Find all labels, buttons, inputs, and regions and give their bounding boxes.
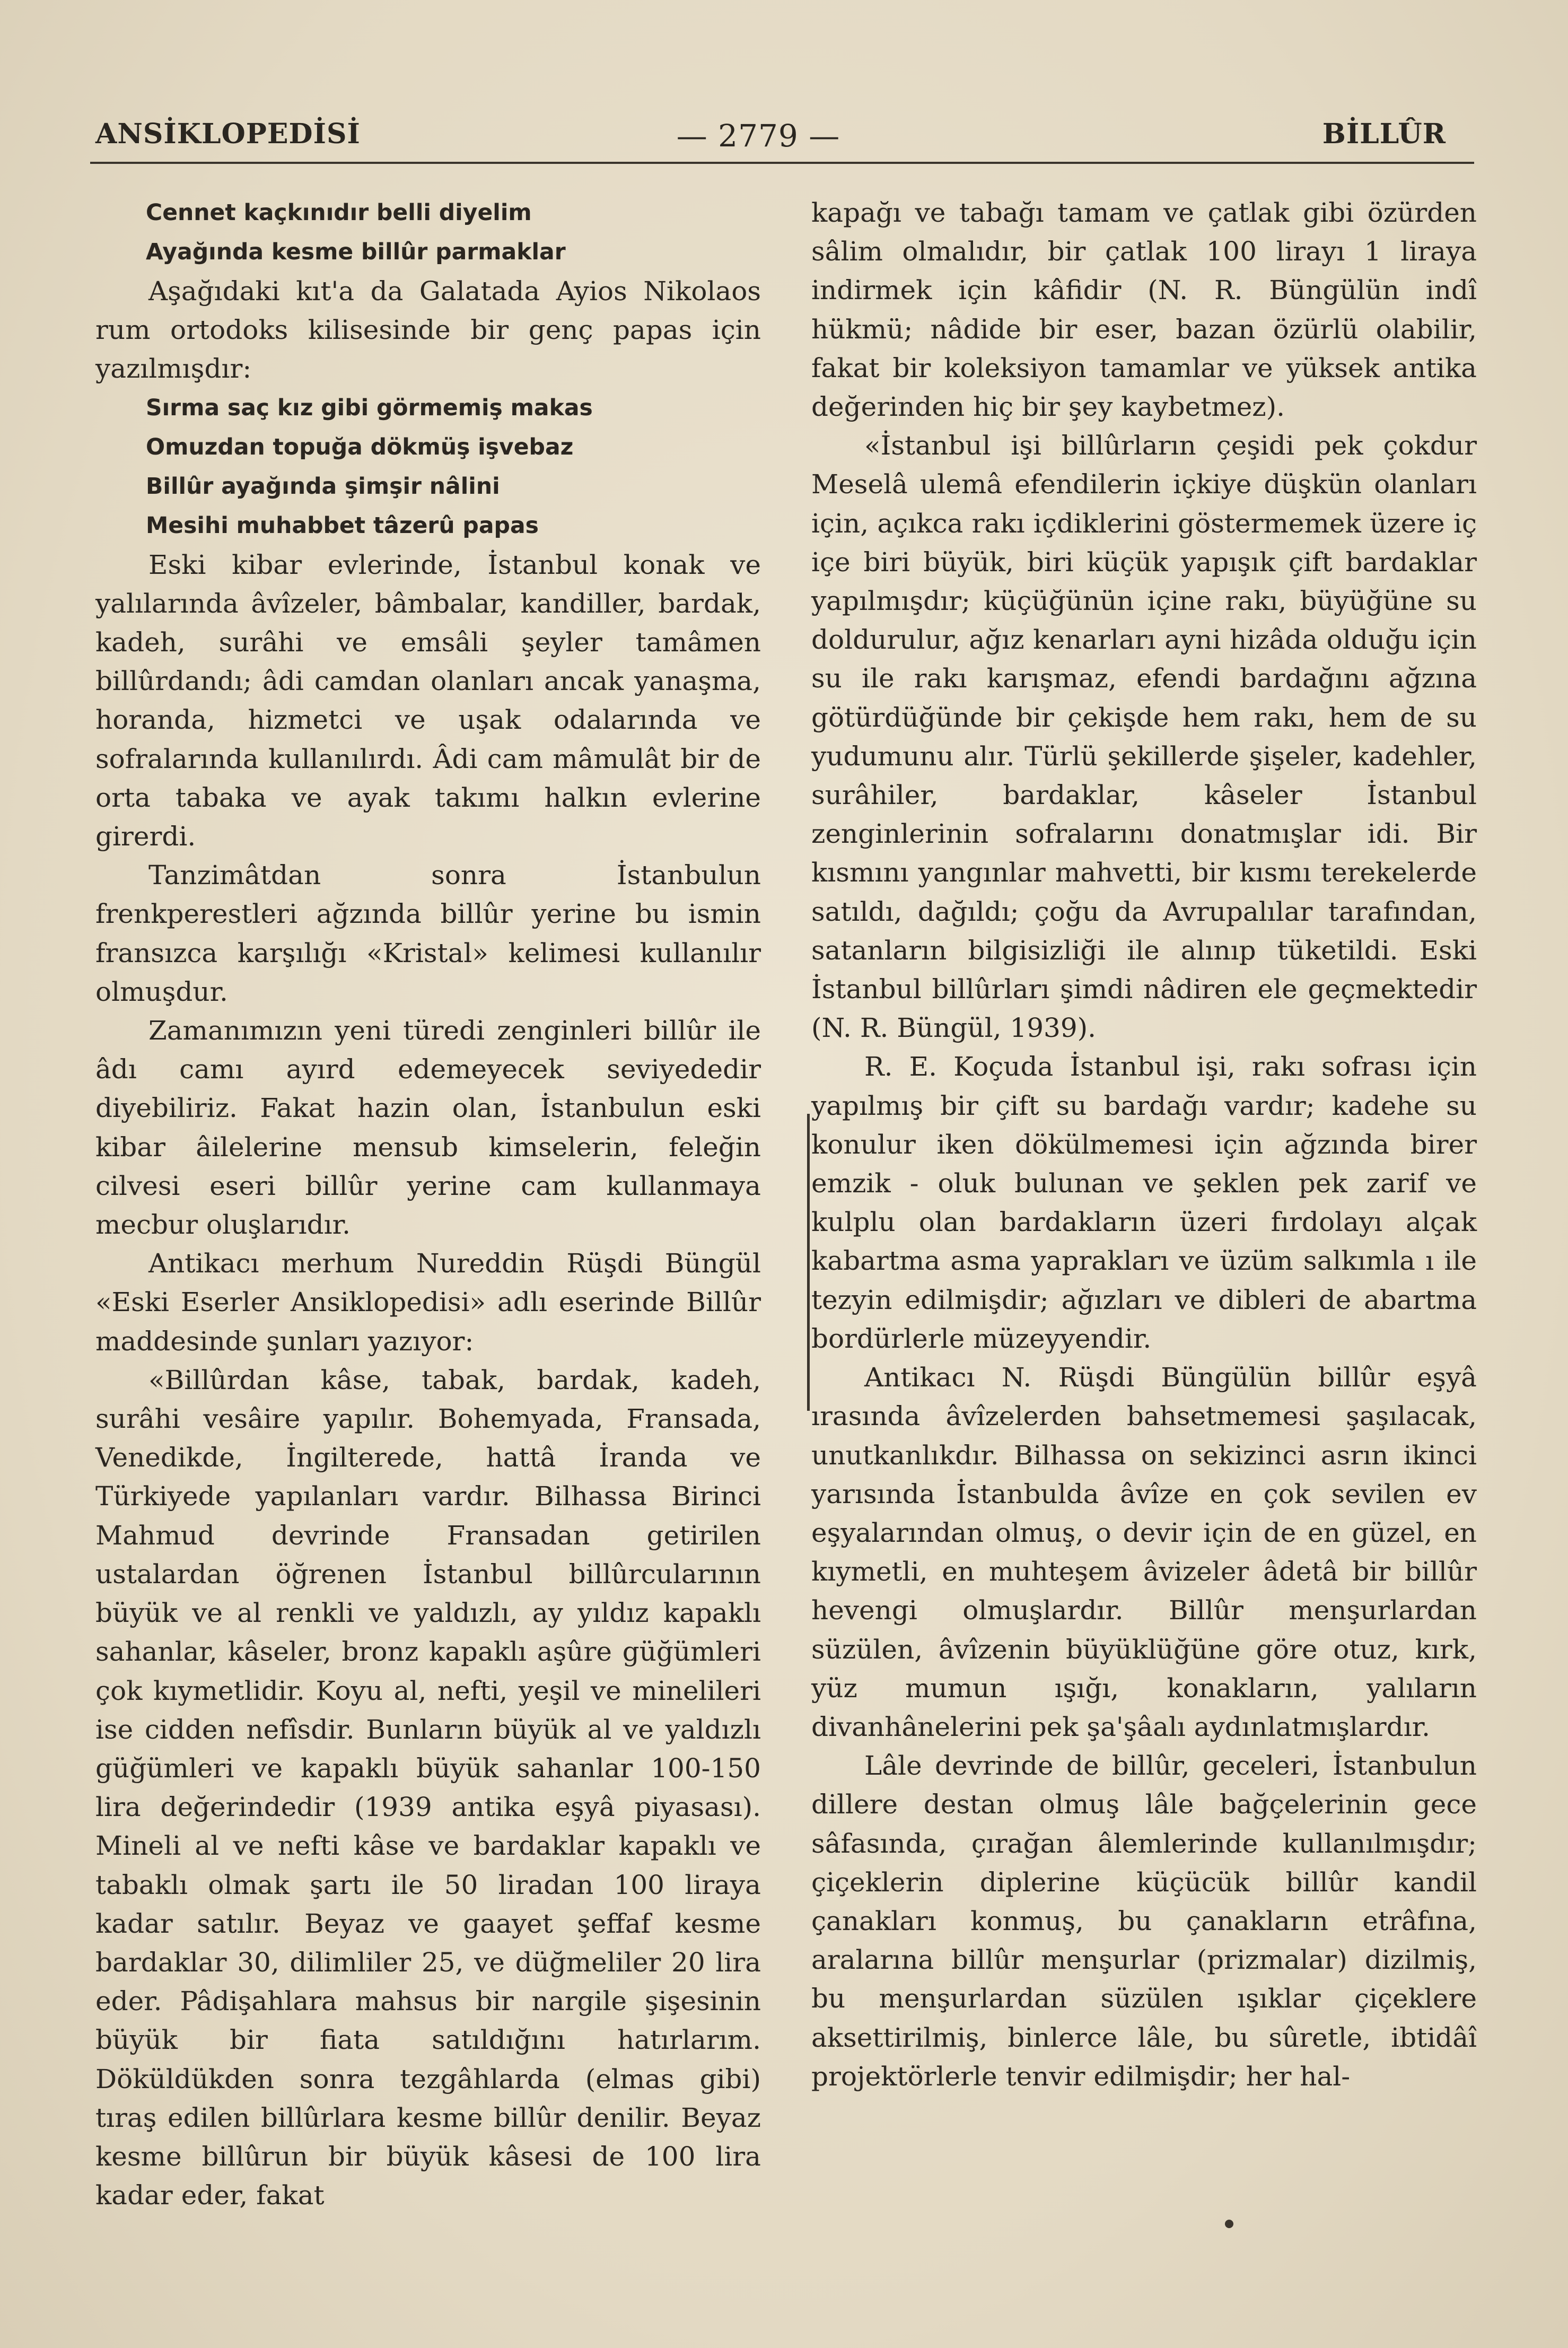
paragraph: Eski kibar evlerinde, İstanbul konak ve yalılarında âvîzeler, bâmbalar, kandiller, bardak, kadeh, surâhi ve emsâli şeyler tamâmen billûrdandı; âdi camdan olanları ancak yanaşma, horanda, hizmetci ve uşak odalarında ve sofralarında kullanılırdı. Âdi cam mâmulât bir de orta tabaka ve ayak takımı halkın evlerine girerdi. bbox=[95, 549, 761, 852]
ink-dot-mark bbox=[1225, 2220, 1233, 2228]
verse-line: Sırma saç kız gibi görmemiş makas bbox=[146, 395, 593, 421]
verse-line: Cennet kaçkınıdır belli diyelim bbox=[146, 200, 532, 226]
verse-line: Billûr ayağında şimşir nâlini bbox=[146, 473, 500, 500]
paragraph: Zamanımızın yeni türedi zenginleri billûr ile âdı camı ayırd edemeyecek seviyededir diyebiliriz. Fakat hazin olan, İstanbulun eski kibar âilelerine mensub kimselerin, feleğin cilvesi eseri billûr yerine cam kullanmaya mecbur oluşlarıdır. bbox=[95, 1015, 761, 1241]
paragraph: Antikacı N. Rüşdi Büngülün billûr eşyâ ırasında âvîzelerden bahsetmemesi şaşılacak, unutkanlıkdır. Bilhassa on sekizinci asrın ikinci yarısında İstanbulda âvîze en çok sevilen ev eşyalarından olmuş, o devir için de en güzel, en kıymetli, en muhteşem âvizeler âdetâ bir billûr hevengi olmuşlardır. Billûr menşurlardan süzülen, âvîzenin büyüklüğüne göre otuz, kırk, yüz mumun ışığı, konakların, yalıların divanhânelerini pek şa'şâalı aydınlatmışlardır. bbox=[811, 1362, 1477, 1742]
left-column bbox=[95, 194, 761, 2215]
paragraph: Tanzimâtdan sonra İstanbulun frenkperestleri ağzında billûr yerine bu ismin fransızca karşılığı «Kristal» kelimesi kullanılır olmuşdur. bbox=[95, 860, 761, 1007]
paragraph: R. E. Koçuda İstanbul işi, rakı sofrası için yapılmış bir çift su bardağı vardır; kadehe su konulur iken dökülmemesi için ağzında birer emzik - oluk bulunan ve şeklen pek zarif ve kulplu olan bardakların üzeri fırdolayı alçak kabartma asma yaprakları ve üzüm salkımla ı ile tezyin edilmişdir; ağızları ve dibleri de abartma bordürlerle müzeyyendir. bbox=[811, 1051, 1477, 1354]
verse-line: Ayağında kesme billûr parmaklar bbox=[146, 239, 566, 265]
paragraph: kapağı ve tabağı tamam ve çatlak gibi özürden sâlim olmalıdır, bir çatlak 100 lirayı 1 liraya indirmek için kâfidir (N. R. Büngülün indî hükmü; nâdide bir eser, bazan özürlü olabilir, fakat bir koleksiyon tamamlar ve yüksek antika değerinden hiç bir şey kaybetmez). bbox=[811, 197, 1477, 423]
paragraph: Aşağıdaki kıt'a da Galatada Ayios Nikolaos rum ortodoks kilisesinde bir genç papas için yazılmışdır: bbox=[95, 276, 761, 385]
paragraph: «Billûrdan kâse, tabak, bardak, kadeh, surâhi vesâire yapılır. Bohemyada, Fransada, Venedikde, İngilterede, hattâ İranda ve Türkiyede yapılanları vardır. Bilhassa Birinci Mahmud devrinde Fransadan getirilen ustalardan öğrenen İstanbul billûrcularının büyük ve al renkli ve yaldızlı, ay yıldız kapaklı sahanlar, kâseler, bronz kapaklı aşûre güğümleri çok kıymetlidir. Koyu al, nefti, yeşil ve minelileri ise cidden nefîsdir. Bunların büyük al ve yaldızlı güğümleri ve kapaklı büyük sahanlar 100-150 lira değerindedir (1939 antika eşyâ piyasası). Mineli al ve nefti kâse ve bardaklar kapaklı ve tabaklı olmak şartı ile 50 liradan 100 liraya kadar satılır. Beyaz ve gaayet şeffaf kesme bardaklar 30, dilimliler 25, ve düğmeliler 20 lira eder. Pâdişahlara mahsus bir nargile şişesinin büyük bir fiata satıldığını hatırlarım. Döküldükden sonra tezgâhlarda (elmas gibi) tıraş edilen billûrlara kesme billûr denilir. Beyaz kesme billûrun bir büyük kâsesi de 100 lira kadar eder, fakat bbox=[95, 1364, 761, 2211]
page-number: — 2779 — bbox=[676, 118, 840, 154]
right-column bbox=[811, 194, 1477, 2096]
margin-line-mark bbox=[807, 1114, 810, 1411]
paragraph: «İstanbul işi billûrların çeşidi pek çokdur Meselâ ulemâ efendilerin içkiye düşkün olanları için, açıkca rakı içdiklerini göstermemek üzere iç içe biri büyük, biri küçük yapışık çift bardaklar yapılmışdır; küçüğünün içine rakı, büyüğüne su doldurulur, ağız kenarları ayni hizâda olduğu için su ile rakı karışmaz, efendi bardağını ağzına götürdüğünde bir çekişde hem rakı, hem de su yudumunu alır. Türlü şekillerde şişeler, kadehler, surâhiler, bardaklar, kâseler İstanbul zenginlerinin sofralarını donatmışlar idi. Bir kısmını yangınlar mahvetti, bir kısmı terekelerde satıldı, dağıldı; çoğu da Avrupalılar tarafından, satanların bilgisizliği ile alınıp tüketildi. Eski İstanbul billûrları şimdi nâdiren ele geçmektedir (N. R. Büngül, 1939). bbox=[811, 430, 1477, 1044]
running-header-left: ANSİKLOPEDİSİ bbox=[95, 118, 361, 150]
verse-line: Omuzdan topuğa dökmüş işvebaz bbox=[146, 434, 574, 460]
running-header-right: BİLLÛR bbox=[1322, 118, 1446, 150]
paragraph: Antikacı merhum Nureddin Rüşdi Büngül «Eski Eserler Ansiklopedisi» adlı eserinde Billûr maddesinde şunları yazıyor: bbox=[95, 1248, 761, 1357]
header-rule bbox=[90, 162, 1474, 164]
verse-line: Mesihi muhabbet tâzerû papas bbox=[146, 512, 539, 539]
paragraph: Lâle devrinde de billûr, geceleri, İstanbulun dillere destan olmuş lâle bağçelerinin gece sâfasında, çırağan âlemlerinde kullanılmışdır; çiçeklerin diplerine küçücük billûr kandil çanakları konmuş, bu çanakların etrâfına, aralarına billûr menşurlar (prizmalar) dizilmiş, bu menşurlardan süzülen ışıklar çiçeklere aksettirilmiş, binlerce lâle, bu sûretle, ibtidâî projektörlerle tenvir edilmişdir; her hal- bbox=[811, 1750, 1477, 2092]
